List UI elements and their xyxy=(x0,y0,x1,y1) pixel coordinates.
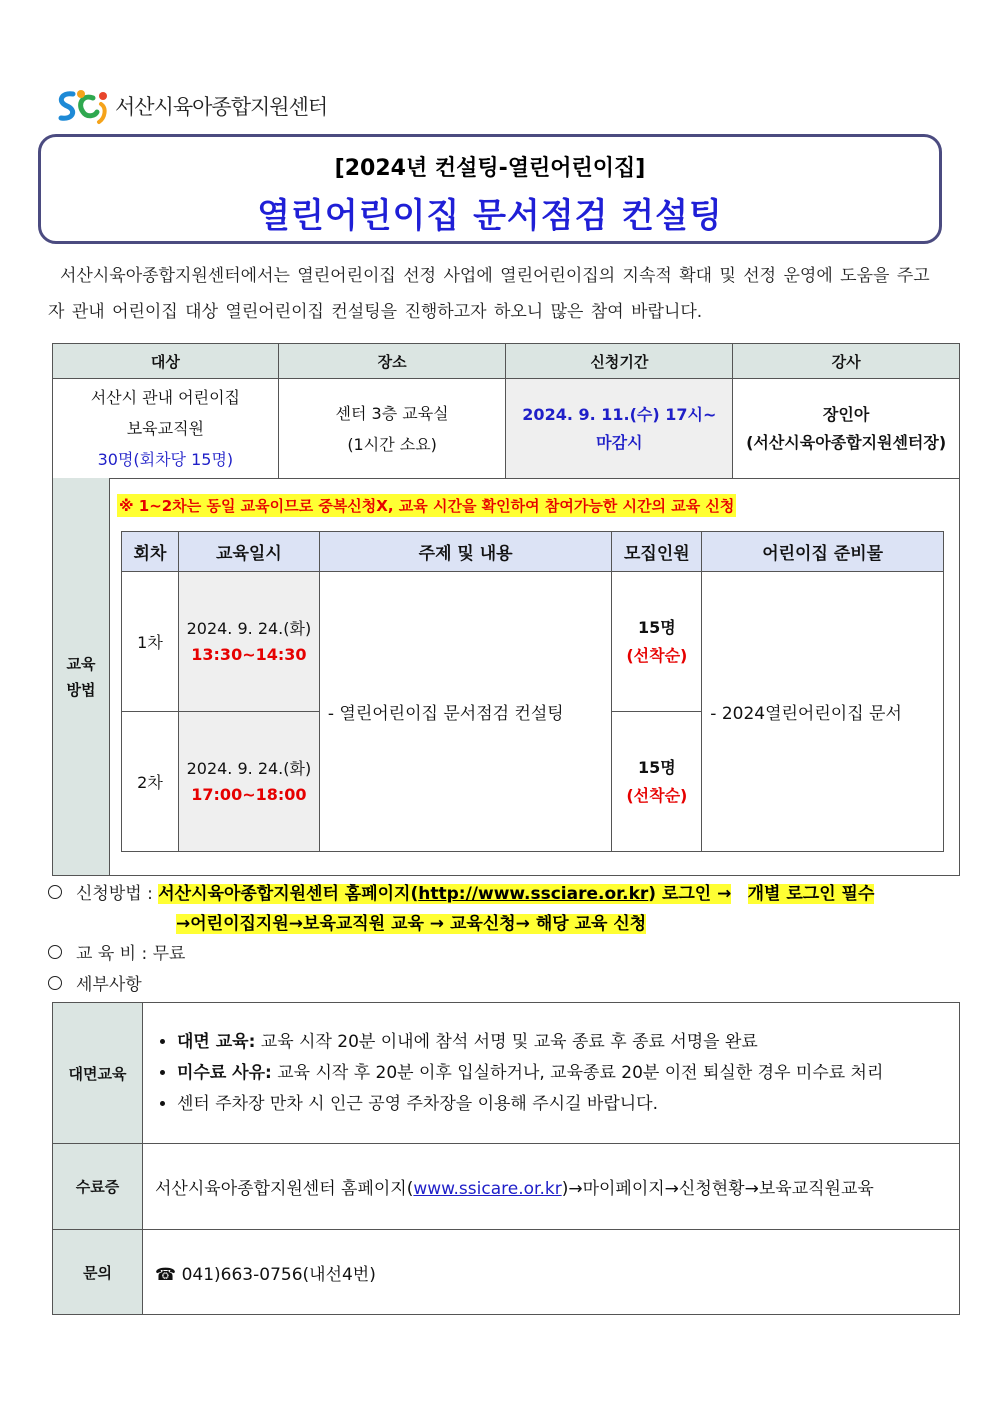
session-time: 17:00~18:00 xyxy=(191,784,307,804)
topic-cell: - 열린어린이집 문서점검 컨설팅 xyxy=(319,572,612,852)
circle-bullet-icon xyxy=(48,945,62,959)
cert-text-part: 서산시육아종합지원센터 홈페이지( xyxy=(155,1179,414,1199)
details-line xyxy=(48,970,142,995)
list-item xyxy=(177,1027,958,1058)
lecturer-title: (서산시육아종합지원센터장) xyxy=(746,432,947,452)
header-datetime: 교육일시 xyxy=(178,532,319,572)
org-name: 서산시육아종합지원센터 xyxy=(115,95,328,119)
header-topic: 주제 및 내용 xyxy=(319,532,612,572)
apply-text-part: ) 로그인 → xyxy=(648,884,732,904)
cert-text-part: )→마이페이지→신청현황→보육교직원교육 xyxy=(561,1179,874,1199)
header-apply-period: 신청기간 xyxy=(506,344,733,379)
session-date: 2024. 9. 24.(화) xyxy=(186,758,312,778)
capacity-note: (선착순) xyxy=(626,645,688,665)
title-box xyxy=(38,134,942,244)
contact-row xyxy=(53,1230,960,1315)
place-duration: (1시간 소요) xyxy=(347,434,437,454)
info-header-row xyxy=(53,344,960,379)
target-cell xyxy=(53,379,279,479)
org-logo-icon xyxy=(55,86,113,126)
education-method-label xyxy=(53,478,110,875)
capacity-cell xyxy=(612,712,702,852)
header-preparation: 어린이집 준비물 xyxy=(702,532,944,572)
header-capacity: 모집인원 xyxy=(612,532,702,572)
offline-label: 대면교육 xyxy=(53,1003,143,1144)
circle-bullet-icon xyxy=(48,976,62,990)
rule-text: 센터 주차장 만차 시 인근 공영 주차장을 이용해 주시길 바랍니다. xyxy=(177,1093,659,1114)
apply-method-label: 신청방법 : xyxy=(76,884,153,904)
duplicate-notice: ※ 1~2차는 동일 교육이므로 중복신청X, 교육 시간을 확인하여 참여가능한 시간의 교육 신청 xyxy=(117,494,736,517)
certificate-info xyxy=(143,1144,960,1230)
rule-text: 교육 시작 후 20분 이후 입실하거나, 교육종료 20분 이전 퇴실한 경우 미수료 처리 xyxy=(271,1062,884,1083)
apply-text-part: 서산시육아종합지원센터 홈페이지( xyxy=(158,884,419,904)
header-place: 장소 xyxy=(278,344,506,379)
certificate-link[interactable]: www.ssicare.or.kr xyxy=(413,1179,562,1199)
header-target: 대상 xyxy=(53,344,279,379)
fee-label: 교 육 비 : xyxy=(76,944,148,964)
apply-method-text xyxy=(158,884,731,904)
info-table xyxy=(52,343,960,479)
preparation-cell: - 2024열린어린이집 문서 xyxy=(702,572,944,852)
offline-row xyxy=(53,1003,960,1144)
header-round: 회차 xyxy=(122,532,179,572)
list-item xyxy=(177,1058,958,1089)
certificate-row xyxy=(53,1144,960,1230)
circle-bullet-icon xyxy=(48,885,62,899)
target-line: 보육교직원 xyxy=(126,419,204,438)
capacity-count: 15명 xyxy=(637,617,676,637)
apply-period-cell xyxy=(506,379,733,479)
schedule-header-row xyxy=(122,532,944,572)
round-cell: 2차 xyxy=(122,712,179,852)
rule-text: 교육 시작 20분 이내에 참석 서명 및 교육 종료 후 종료 서명을 완료 xyxy=(255,1031,758,1052)
apply-end: 마감시 xyxy=(596,432,643,452)
contact-info xyxy=(143,1230,960,1315)
header-lecturer: 강사 xyxy=(733,344,960,379)
place-line: 센터 3층 교육실 xyxy=(335,403,449,423)
apply-path: →어린이집지원→보육교직원 교육 → 교육신청→ 해당 교육 신청 xyxy=(176,914,647,934)
rule-title: 대면 교육: xyxy=(177,1031,256,1052)
intro-text: 서산시육아종합지원센터에서는 열린어린이집 선정 사업에 열린어린이집의 지속적 확대 및 선정 운영에 도움을 주고자 관내 어린이집 대상 열린어린이집 컨설팅을 진행하고자 하오니 많은 참여 바랍니다. xyxy=(48,266,930,322)
schedule-table xyxy=(121,531,944,852)
info-body-row xyxy=(53,379,960,479)
lecturer-name: 장인아 xyxy=(822,404,870,424)
details-label: 세부사항 xyxy=(76,975,142,995)
target-line: 서산시 관내 어린이집 xyxy=(90,388,240,407)
datetime-cell xyxy=(178,572,319,712)
capacity-cell xyxy=(612,572,702,712)
session-date: 2024. 9. 24.(화) xyxy=(186,618,312,638)
rule-title: 미수료 사유: xyxy=(177,1062,272,1083)
target-capacity: 30명(회차당 15명) xyxy=(97,450,234,469)
round-cell: 1차 xyxy=(122,572,179,712)
org-logo xyxy=(55,86,327,126)
capacity-note: (선착순) xyxy=(626,785,688,805)
detail-table xyxy=(52,1002,960,1315)
apply-method-line2 xyxy=(176,909,646,934)
education-method-block xyxy=(52,478,960,876)
session-time: 13:30~14:30 xyxy=(191,644,307,664)
table-row xyxy=(122,572,944,712)
individual-login-required: 개별 로그인 필수 xyxy=(747,884,875,904)
certificate-label: 수료증 xyxy=(53,1144,143,1230)
lecturer-cell xyxy=(733,379,960,479)
apply-start: 2024. 9. 11.(수) 17시~ xyxy=(522,404,717,424)
list-item xyxy=(177,1089,958,1120)
homepage-link[interactable]: http://www.ssciare.or.kr xyxy=(418,884,649,904)
contact-label: 문의 xyxy=(53,1230,143,1315)
method-label-line: 방법 xyxy=(66,680,96,699)
place-cell xyxy=(278,379,506,479)
contact-phone: 041)663-0756(내선4번) xyxy=(181,1264,376,1285)
page-subtitle: [2024년 컨설팅-열린어린이집] xyxy=(334,156,646,181)
fee-value: 무료 xyxy=(152,944,186,964)
datetime-cell xyxy=(178,712,319,852)
capacity-count: 15명 xyxy=(637,757,676,777)
offline-rules xyxy=(143,1003,960,1144)
apply-method-line xyxy=(48,879,948,904)
method-label-line: 교육 xyxy=(66,654,96,673)
phone-icon: ☎ xyxy=(155,1264,177,1285)
fee-line xyxy=(48,939,185,964)
page-title: 열린어린이집 문서점검 컨설팅 xyxy=(257,196,723,236)
